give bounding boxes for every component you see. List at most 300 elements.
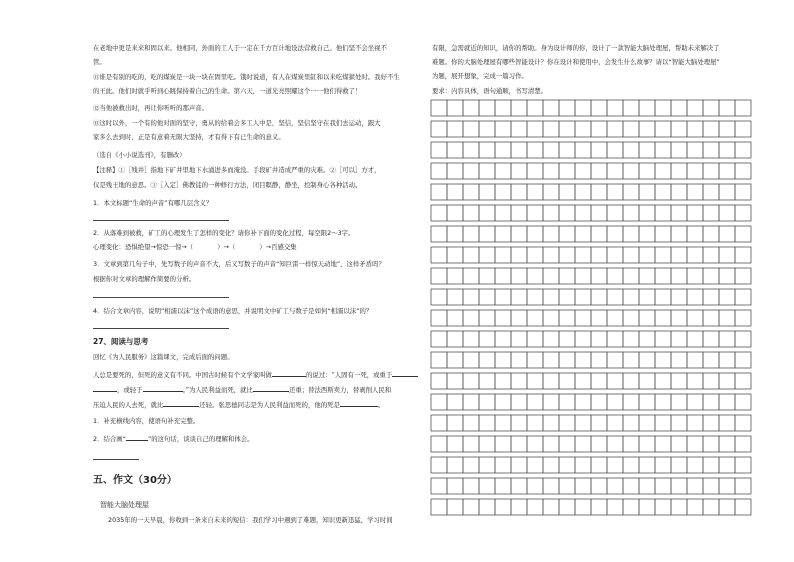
- grid-cell[interactable]: [719, 478, 735, 494]
- grid-cell[interactable]: [511, 289, 527, 305]
- grid-cell[interactable]: [543, 415, 559, 431]
- grid-cell[interactable]: [431, 436, 447, 452]
- grid-cell[interactable]: [495, 436, 511, 452]
- grid-cell[interactable]: [639, 373, 655, 389]
- grid-cell[interactable]: [495, 499, 511, 515]
- grid-cell[interactable]: [447, 457, 463, 473]
- grid-cell[interactable]: [527, 310, 543, 326]
- grid-cell[interactable]: [543, 310, 559, 326]
- grid-cell[interactable]: [655, 415, 671, 431]
- grid-cell[interactable]: [495, 331, 511, 347]
- grid-cell[interactable]: [703, 289, 719, 305]
- grid-cell[interactable]: [639, 352, 655, 368]
- grid-cell[interactable]: [719, 121, 735, 137]
- grid-cell[interactable]: [623, 310, 639, 326]
- grid-cell[interactable]: [719, 100, 735, 116]
- grid-cell[interactable]: [479, 478, 495, 494]
- grid-cell[interactable]: [495, 205, 511, 221]
- grid-cell[interactable]: [671, 289, 687, 305]
- grid-cell[interactable]: [735, 478, 751, 494]
- grid-cell[interactable]: [735, 268, 751, 284]
- grid-cell[interactable]: [447, 247, 463, 263]
- grid-cell[interactable]: [591, 310, 607, 326]
- grid-cell[interactable]: [623, 373, 639, 389]
- grid-cell[interactable]: [655, 457, 671, 473]
- grid-cell[interactable]: [495, 163, 511, 179]
- grid-cell[interactable]: [655, 142, 671, 158]
- grid-cell[interactable]: [719, 436, 735, 452]
- grid-cell[interactable]: [447, 352, 463, 368]
- grid-cell[interactable]: [671, 415, 687, 431]
- grid-cell[interactable]: [431, 226, 447, 242]
- grid-cell[interactable]: [735, 331, 751, 347]
- grid-cell[interactable]: [639, 394, 655, 410]
- grid-cell[interactable]: [543, 268, 559, 284]
- grid-cell[interactable]: [639, 100, 655, 116]
- grid-cell[interactable]: [559, 373, 575, 389]
- grid-cell[interactable]: [431, 163, 447, 179]
- grid-cell[interactable]: [575, 457, 591, 473]
- grid-cell[interactable]: [479, 352, 495, 368]
- grid-cell[interactable]: [623, 226, 639, 242]
- grid-cell[interactable]: [639, 310, 655, 326]
- grid-cell[interactable]: [703, 100, 719, 116]
- grid-cell[interactable]: [655, 100, 671, 116]
- grid-cell[interactable]: [511, 310, 527, 326]
- grid-cell[interactable]: [575, 184, 591, 200]
- grid-cell[interactable]: [495, 394, 511, 410]
- grid-cell[interactable]: [687, 289, 703, 305]
- grid-cell[interactable]: [463, 310, 479, 326]
- grid-cell[interactable]: [671, 457, 687, 473]
- grid-cell[interactable]: [623, 247, 639, 263]
- grid-cell[interactable]: [703, 247, 719, 263]
- grid-cell[interactable]: [511, 100, 527, 116]
- grid-cell[interactable]: [655, 121, 671, 137]
- grid-cell[interactable]: [719, 394, 735, 410]
- grid-cell[interactable]: [463, 457, 479, 473]
- grid-cell[interactable]: [527, 205, 543, 221]
- grid-cell[interactable]: [479, 310, 495, 326]
- grid-cell[interactable]: [623, 499, 639, 515]
- grid-cell[interactable]: [575, 331, 591, 347]
- grid-cell[interactable]: [431, 373, 447, 389]
- grid-cell[interactable]: [479, 415, 495, 431]
- grid-cell[interactable]: [671, 394, 687, 410]
- grid-cell[interactable]: [655, 499, 671, 515]
- grid-cell[interactable]: [703, 226, 719, 242]
- grid-cell[interactable]: [671, 163, 687, 179]
- grid-cell[interactable]: [591, 457, 607, 473]
- grid-cell[interactable]: [511, 436, 527, 452]
- grid-cell[interactable]: [431, 478, 447, 494]
- grid-cell[interactable]: [703, 142, 719, 158]
- grid-cell[interactable]: [559, 268, 575, 284]
- grid-cell[interactable]: [607, 331, 623, 347]
- grid-cell[interactable]: [447, 373, 463, 389]
- grid-cell[interactable]: [447, 121, 463, 137]
- grid-cell[interactable]: [703, 436, 719, 452]
- grid-cell[interactable]: [607, 415, 623, 431]
- grid-cell[interactable]: [607, 310, 623, 326]
- grid-cell[interactable]: [687, 163, 703, 179]
- grid-cell[interactable]: [575, 247, 591, 263]
- grid-cell[interactable]: [447, 205, 463, 221]
- grid-cell[interactable]: [479, 163, 495, 179]
- grid-cell[interactable]: [703, 373, 719, 389]
- grid-cell[interactable]: [607, 289, 623, 305]
- grid-cell[interactable]: [511, 352, 527, 368]
- grid-cell[interactable]: [463, 499, 479, 515]
- grid-cell[interactable]: [623, 142, 639, 158]
- grid-cell[interactable]: [639, 226, 655, 242]
- grid-cell[interactable]: [639, 205, 655, 221]
- grid-cell[interactable]: [735, 289, 751, 305]
- grid-cell[interactable]: [479, 457, 495, 473]
- grid-cell[interactable]: [639, 268, 655, 284]
- grid-cell[interactable]: [495, 247, 511, 263]
- grid-cell[interactable]: [623, 457, 639, 473]
- grid-cell[interactable]: [479, 121, 495, 137]
- grid-cell[interactable]: [655, 184, 671, 200]
- grid-cell[interactable]: [735, 142, 751, 158]
- grid-cell[interactable]: [703, 331, 719, 347]
- grid-cell[interactable]: [607, 394, 623, 410]
- grid-cell[interactable]: [431, 121, 447, 137]
- grid-cell[interactable]: [607, 247, 623, 263]
- grid-cell[interactable]: [735, 499, 751, 515]
- grid-cell[interactable]: [495, 121, 511, 137]
- grid-cell[interactable]: [495, 226, 511, 242]
- grid-cell[interactable]: [575, 142, 591, 158]
- grid-cell[interactable]: [431, 415, 447, 431]
- grid-cell[interactable]: [463, 373, 479, 389]
- grid-cell[interactable]: [495, 310, 511, 326]
- grid-cell[interactable]: [463, 331, 479, 347]
- grid-cell[interactable]: [511, 163, 527, 179]
- grid-cell[interactable]: [607, 205, 623, 221]
- grid-cell[interactable]: [591, 352, 607, 368]
- grid-cell[interactable]: [559, 499, 575, 515]
- grid-cell[interactable]: [495, 142, 511, 158]
- grid-cell[interactable]: [703, 457, 719, 473]
- grid-cell[interactable]: [527, 121, 543, 137]
- grid-cell[interactable]: [559, 100, 575, 116]
- grid-cell[interactable]: [479, 247, 495, 263]
- grid-cell[interactable]: [671, 142, 687, 158]
- grid-cell[interactable]: [735, 436, 751, 452]
- grid-cell[interactable]: [511, 226, 527, 242]
- grid-cell[interactable]: [719, 331, 735, 347]
- grid-cell[interactable]: [671, 121, 687, 137]
- grid-cell[interactable]: [671, 310, 687, 326]
- grid-cell[interactable]: [719, 352, 735, 368]
- grid-cell[interactable]: [591, 142, 607, 158]
- grid-cell[interactable]: [671, 205, 687, 221]
- grid-cell[interactable]: [463, 394, 479, 410]
- grid-cell[interactable]: [671, 226, 687, 242]
- grid-cell[interactable]: [527, 184, 543, 200]
- grid-cell[interactable]: [559, 415, 575, 431]
- grid-cell[interactable]: [687, 142, 703, 158]
- grid-cell[interactable]: [655, 436, 671, 452]
- grid-cell[interactable]: [607, 373, 623, 389]
- grid-cell[interactable]: [591, 184, 607, 200]
- grid-cell[interactable]: [655, 247, 671, 263]
- grid-cell[interactable]: [623, 121, 639, 137]
- grid-cell[interactable]: [607, 226, 623, 242]
- grid-cell[interactable]: [575, 163, 591, 179]
- grid-cell[interactable]: [591, 226, 607, 242]
- grid-cell[interactable]: [655, 310, 671, 326]
- grid-cell[interactable]: [543, 373, 559, 389]
- grid-cell[interactable]: [447, 436, 463, 452]
- grid-cell[interactable]: [527, 289, 543, 305]
- grid-cell[interactable]: [463, 121, 479, 137]
- grid-cell[interactable]: [447, 415, 463, 431]
- grid-cell[interactable]: [639, 247, 655, 263]
- grid-cell[interactable]: [463, 415, 479, 431]
- grid-cell[interactable]: [671, 331, 687, 347]
- grid-cell[interactable]: [479, 331, 495, 347]
- grid-cell[interactable]: [607, 100, 623, 116]
- grid-cell[interactable]: [703, 163, 719, 179]
- grid-cell[interactable]: [607, 499, 623, 515]
- grid-cell[interactable]: [495, 184, 511, 200]
- grid-cell[interactable]: [607, 478, 623, 494]
- grid-cell[interactable]: [591, 499, 607, 515]
- grid-cell[interactable]: [575, 478, 591, 494]
- grid-cell[interactable]: [719, 184, 735, 200]
- grid-cell[interactable]: [559, 184, 575, 200]
- grid-cell[interactable]: [431, 268, 447, 284]
- grid-cell[interactable]: [639, 415, 655, 431]
- grid-cell[interactable]: [543, 478, 559, 494]
- grid-cell[interactable]: [719, 268, 735, 284]
- grid-cell[interactable]: [623, 478, 639, 494]
- grid-cell[interactable]: [447, 142, 463, 158]
- grid-cell[interactable]: [559, 205, 575, 221]
- grid-cell[interactable]: [431, 184, 447, 200]
- grid-cell[interactable]: [559, 163, 575, 179]
- grid-cell[interactable]: [511, 142, 527, 158]
- grid-cell[interactable]: [495, 268, 511, 284]
- grid-cell[interactable]: [559, 310, 575, 326]
- grid-cell[interactable]: [623, 268, 639, 284]
- grid-cell[interactable]: [447, 499, 463, 515]
- grid-cell[interactable]: [559, 121, 575, 137]
- grid-cell[interactable]: [655, 331, 671, 347]
- grid-cell[interactable]: [527, 415, 543, 431]
- grid-cell[interactable]: [735, 163, 751, 179]
- grid-cell[interactable]: [687, 331, 703, 347]
- grid-cell[interactable]: [559, 352, 575, 368]
- grid-cell[interactable]: [575, 121, 591, 137]
- grid-cell[interactable]: [527, 352, 543, 368]
- grid-cell[interactable]: [495, 415, 511, 431]
- grid-cell[interactable]: [591, 163, 607, 179]
- grid-cell[interactable]: [671, 436, 687, 452]
- grid-cell[interactable]: [703, 394, 719, 410]
- grid-cell[interactable]: [575, 310, 591, 326]
- grid-cell[interactable]: [639, 478, 655, 494]
- grid-cell[interactable]: [607, 184, 623, 200]
- grid-cell[interactable]: [495, 100, 511, 116]
- grid-cell[interactable]: [703, 310, 719, 326]
- grid-cell[interactable]: [607, 436, 623, 452]
- grid-cell[interactable]: [591, 373, 607, 389]
- grid-cell[interactable]: [591, 100, 607, 116]
- grid-cell[interactable]: [703, 499, 719, 515]
- grid-cell[interactable]: [543, 247, 559, 263]
- grid-cell[interactable]: [463, 163, 479, 179]
- grid-cell[interactable]: [575, 394, 591, 410]
- grid-cell[interactable]: [575, 100, 591, 116]
- grid-cell[interactable]: [527, 163, 543, 179]
- grid-cell[interactable]: [431, 331, 447, 347]
- grid-cell[interactable]: [591, 415, 607, 431]
- grid-cell[interactable]: [719, 247, 735, 263]
- grid-cell[interactable]: [735, 415, 751, 431]
- grid-cell[interactable]: [591, 121, 607, 137]
- grid-cell[interactable]: [719, 415, 735, 431]
- grid-cell[interactable]: [671, 352, 687, 368]
- grid-cell[interactable]: [527, 331, 543, 347]
- grid-cell[interactable]: [559, 394, 575, 410]
- grid-cell[interactable]: [511, 373, 527, 389]
- grid-cell[interactable]: [719, 457, 735, 473]
- grid-cell[interactable]: [527, 142, 543, 158]
- grid-cell[interactable]: [511, 394, 527, 410]
- grid-cell[interactable]: [639, 499, 655, 515]
- grid-cell[interactable]: [479, 289, 495, 305]
- grid-cell[interactable]: [687, 310, 703, 326]
- grid-cell[interactable]: [575, 289, 591, 305]
- grid-cell[interactable]: [735, 394, 751, 410]
- grid-cell[interactable]: [527, 226, 543, 242]
- grid-cell[interactable]: [607, 163, 623, 179]
- grid-cell[interactable]: [591, 478, 607, 494]
- grid-cell[interactable]: [527, 100, 543, 116]
- grid-cell[interactable]: [543, 457, 559, 473]
- grid-cell[interactable]: [671, 247, 687, 263]
- grid-cell[interactable]: [623, 184, 639, 200]
- grid-cell[interactable]: [639, 331, 655, 347]
- grid-cell[interactable]: [591, 268, 607, 284]
- grid-cell[interactable]: [463, 184, 479, 200]
- grid-cell[interactable]: [543, 205, 559, 221]
- grid-cell[interactable]: [479, 436, 495, 452]
- grid-cell[interactable]: [655, 205, 671, 221]
- grid-cell[interactable]: [463, 205, 479, 221]
- grid-cell[interactable]: [639, 436, 655, 452]
- grid-cell[interactable]: [511, 457, 527, 473]
- grid-cell[interactable]: [687, 226, 703, 242]
- grid-cell[interactable]: [511, 415, 527, 431]
- grid-cell[interactable]: [623, 394, 639, 410]
- grid-cell[interactable]: [639, 457, 655, 473]
- grid-cell[interactable]: [431, 142, 447, 158]
- grid-cell[interactable]: [447, 394, 463, 410]
- grid-cell[interactable]: [639, 163, 655, 179]
- grid-cell[interactable]: [543, 226, 559, 242]
- grid-cell[interactable]: [623, 163, 639, 179]
- grid-cell[interactable]: [671, 373, 687, 389]
- grid-cell[interactable]: [431, 100, 447, 116]
- grid-cell[interactable]: [655, 352, 671, 368]
- grid-cell[interactable]: [543, 499, 559, 515]
- grid-cell[interactable]: [447, 226, 463, 242]
- grid-cell[interactable]: [639, 142, 655, 158]
- grid-cell[interactable]: [543, 352, 559, 368]
- grid-cell[interactable]: [687, 352, 703, 368]
- grid-cell[interactable]: [479, 268, 495, 284]
- grid-cell[interactable]: [495, 373, 511, 389]
- grid-cell[interactable]: [575, 352, 591, 368]
- grid-cell[interactable]: [591, 436, 607, 452]
- grid-cell[interactable]: [655, 268, 671, 284]
- grid-cell[interactable]: [719, 499, 735, 515]
- grid-cell[interactable]: [479, 205, 495, 221]
- grid-cell[interactable]: [527, 457, 543, 473]
- grid-cell[interactable]: [511, 331, 527, 347]
- grid-cell[interactable]: [671, 268, 687, 284]
- grid-cell[interactable]: [703, 184, 719, 200]
- grid-cell[interactable]: [559, 142, 575, 158]
- grid-cell[interactable]: [559, 436, 575, 452]
- grid-cell[interactable]: [543, 184, 559, 200]
- grid-cell[interactable]: [479, 373, 495, 389]
- grid-cell[interactable]: [495, 457, 511, 473]
- grid-cell[interactable]: [559, 331, 575, 347]
- grid-cell[interactable]: [703, 268, 719, 284]
- grid-cell[interactable]: [719, 373, 735, 389]
- grid-cell[interactable]: [735, 121, 751, 137]
- grid-cell[interactable]: [703, 352, 719, 368]
- grid-cell[interactable]: [479, 226, 495, 242]
- grid-cell[interactable]: [607, 352, 623, 368]
- grid-cell[interactable]: [623, 205, 639, 221]
- grid-cell[interactable]: [479, 142, 495, 158]
- grid-cell[interactable]: [655, 163, 671, 179]
- grid-cell[interactable]: [687, 394, 703, 410]
- grid-cell[interactable]: [527, 394, 543, 410]
- grid-cell[interactable]: [591, 331, 607, 347]
- grid-cell[interactable]: [607, 121, 623, 137]
- grid-cell[interactable]: [543, 100, 559, 116]
- grid-cell[interactable]: [687, 121, 703, 137]
- grid-cell[interactable]: [431, 499, 447, 515]
- grid-cell[interactable]: [607, 268, 623, 284]
- grid-cell[interactable]: [639, 289, 655, 305]
- grid-cell[interactable]: [463, 289, 479, 305]
- grid-cell[interactable]: [639, 121, 655, 137]
- grid-cell[interactable]: [463, 352, 479, 368]
- grid-cell[interactable]: [575, 499, 591, 515]
- grid-cell[interactable]: [447, 268, 463, 284]
- grid-cell[interactable]: [671, 478, 687, 494]
- grid-cell[interactable]: [671, 184, 687, 200]
- grid-cell[interactable]: [479, 184, 495, 200]
- grid-cell[interactable]: [431, 310, 447, 326]
- grid-cell[interactable]: [495, 478, 511, 494]
- grid-cell[interactable]: [559, 247, 575, 263]
- grid-cell[interactable]: [431, 394, 447, 410]
- grid-cell[interactable]: [463, 142, 479, 158]
- grid-cell[interactable]: [655, 226, 671, 242]
- grid-cell[interactable]: [623, 289, 639, 305]
- grid-cell[interactable]: [687, 268, 703, 284]
